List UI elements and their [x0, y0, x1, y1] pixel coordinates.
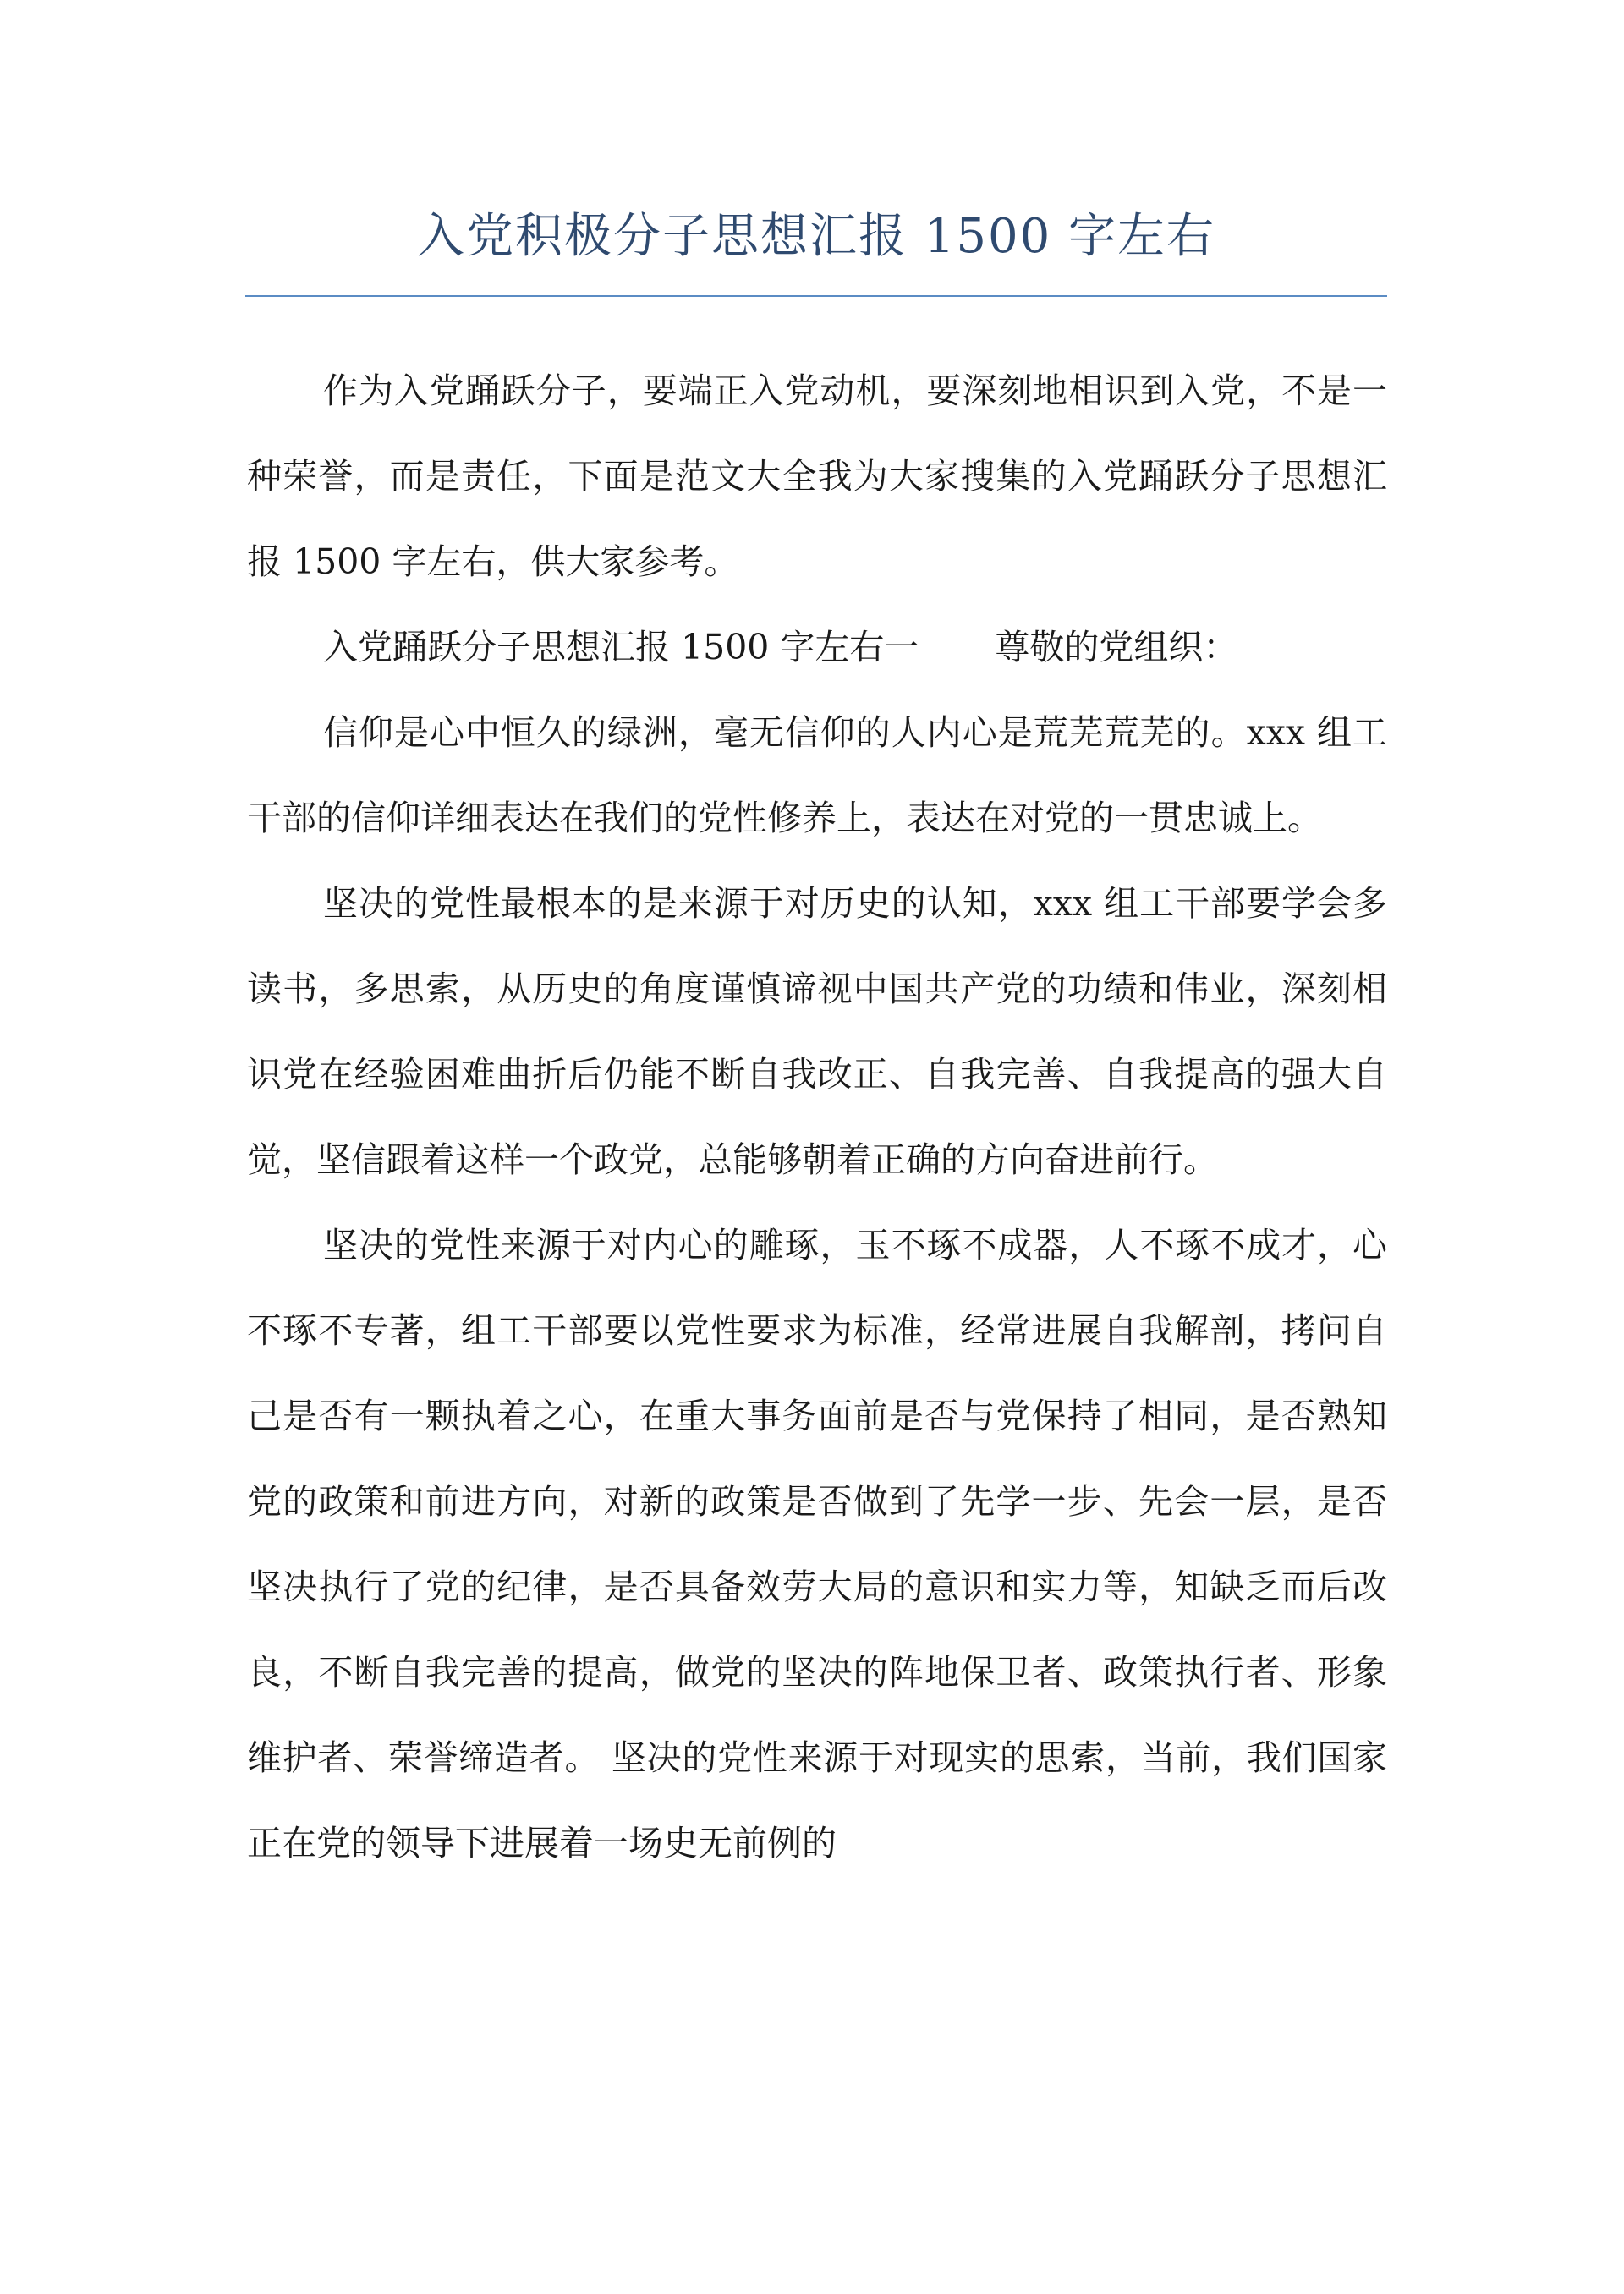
salutation: 尊敬的党组织： — [995, 627, 1238, 667]
section-heading: 入党踊跃分子思想汇报 1500 字左右一 — [323, 627, 919, 667]
body-paragraph-1: 信仰是心中恒久的绿洲，毫无信仰的人内心是荒芜荒芜的。xxx 组工干部的信仰详细表达在我们的党性修养上，表达在对党的一贯忠诚上。 — [247, 712, 1387, 838]
body-paragraph-3: 坚决的党性来源于对内心的雕琢，玉不琢不成器，人不琢不成才，心不琢不专著，组工干部要以党性要求为标准，经常进展自我解剖，拷问自己是否有一颗执着之心，在重大事务面前是否与党保持了相同，是否熟知党的政策和前进方向，对新的政策是否做到了先学一步、先会一层，是否坚决执行了党的纪律，是否具备效劳大局的意识和实力等，知缺乏而后改良，不断自我完善的提高，做党的坚决的阵地保卫者、政策执行者、形象维护者、荣誉缔造者。 坚决的党性来源于对现实的思索，当前，我们国家正在党的领导下进展着一场史无前例的 — [247, 1225, 1387, 1863]
body-paragraph-2: 坚决的党性最根本的是来源于对历史的认知，xxx 组工干部要学会多读书，多思索，从历史的角度谨慎谛视中国共产党的功绩和伟业，深刻相识党在经验困难曲折后仍能不断自我改正、自我完善、自我提高的强大自觉，坚信跟着这样一个政党，总能够朝着正确的方向奋进前行。 — [247, 883, 1387, 1180]
intro-paragraph: 作为入党踊跃分子，要端正入党动机，要深刻地相识到入党，不是一种荣誉，而是责任，下面是范文大全我为大家搜集的入党踊跃分子思想汇报 1500 字左右，供大家参考。 — [247, 370, 1387, 582]
section-heading-line — [247, 605, 1387, 690]
title-underline — [245, 295, 1387, 297]
document-title: 入党积极分子思想汇报 1500 字左右 — [416, 209, 1216, 264]
document-body — [247, 348, 1387, 1886]
